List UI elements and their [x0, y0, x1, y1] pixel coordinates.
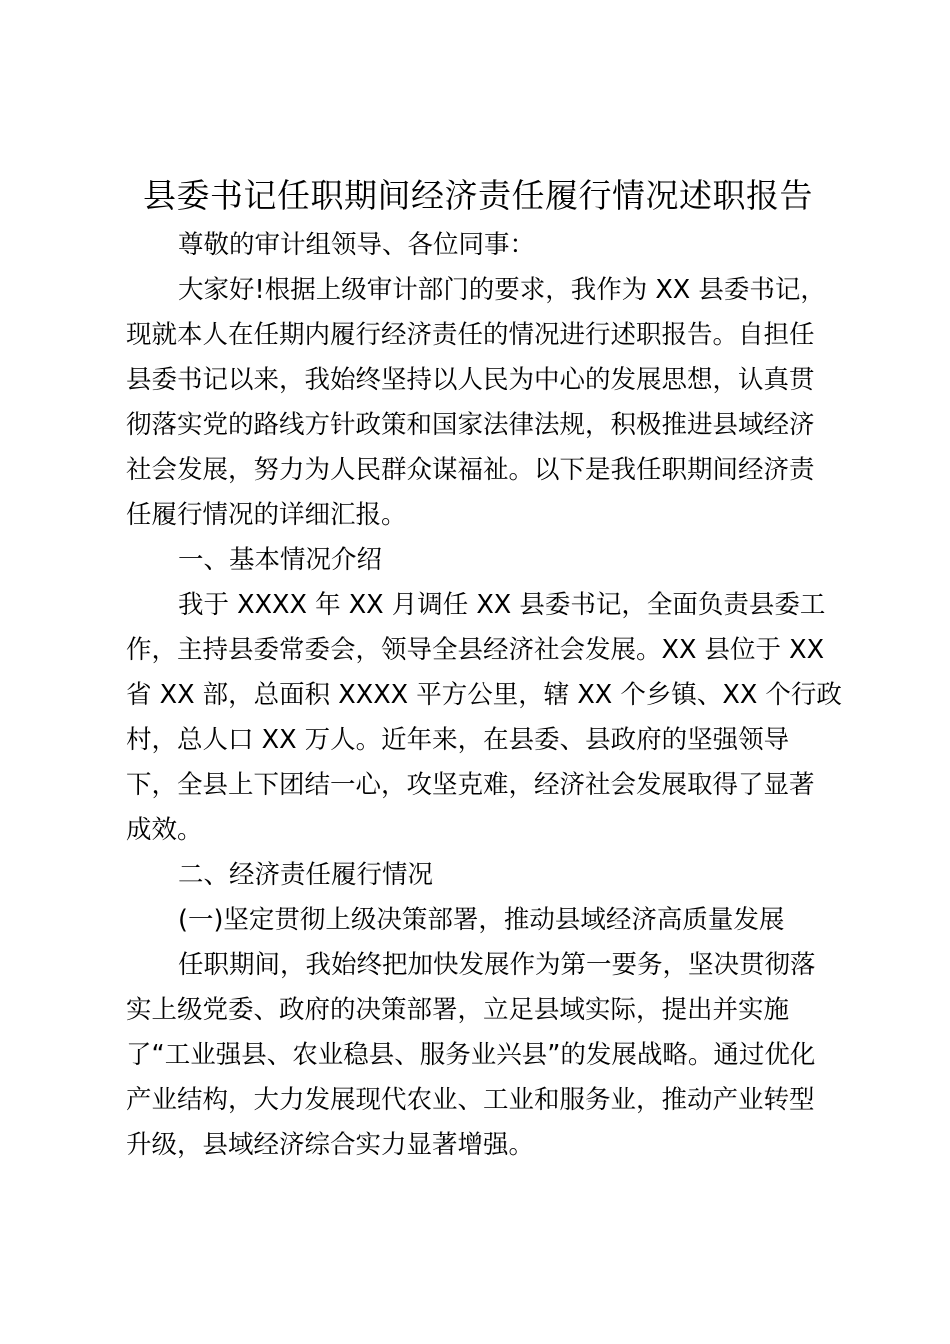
paragraph-line: 任职期间，我始终把加快发展作为第一要务，坚决贯彻落 [178, 950, 816, 980]
section-heading: 一、基本情况介绍 [178, 545, 383, 575]
section-heading: 二、经济责任履行情况 [178, 860, 434, 890]
paragraph-line: 我于 XXXX 年 XX 月调任 XX 县委书记，全面负责县委工 [178, 590, 826, 620]
paragraph-line: 升级，县域经济综合实力显著增强。 [126, 1130, 535, 1160]
paragraph-line: 省 XX 部，总面积 XXXX 平方公里，辖 XX 个乡镇、XX 个行政 [126, 680, 842, 710]
paragraph-line: 村，总人口 XX 万人。近年来，在县委、县政府的坚强领导 [126, 725, 790, 755]
paragraph-line: 现就本人在任期内履行经济责任的情况进行述职报告。自担任 [126, 320, 815, 350]
paragraph-line: 任履行情况的详细汇报。 [126, 500, 407, 530]
paragraph-line: 实上级党委、政府的决策部署，立足县域实际，提出并实施 [126, 995, 790, 1025]
paragraph-line: 大家好!根据上级审计部门的要求，我作为 XX 县委书记， [178, 275, 826, 305]
paragraph-line: 彻落实党的路线方针政策和国家法律法规，积极推进县域经济 [126, 410, 815, 440]
paragraph-line: 了“工业强县、农业稳县、服务业兴县”的发展战略。通过优化 [126, 1040, 816, 1070]
paragraph-line: 社会发展，努力为人民群众谋福祉。以下是我任职期间经济责 [126, 455, 815, 485]
paragraph-line: 作，主持县委常委会，领导全县经济社会发展。XX 县位于 XX [126, 635, 825, 665]
subsection-heading: (一)坚定贯彻上级决策部署，推动县域经济高质量发展 [178, 905, 785, 935]
document-title: 县委书记任职期间经济责任履行情况述职报告 [143, 176, 813, 215]
paragraph-line: 下，全县上下团结一心，攻坚克难，经济社会发展取得了显著 [126, 770, 815, 800]
salutation: 尊敬的审计组领导、各位同事： [178, 230, 536, 260]
paragraph-line: 产业结构，大力发展现代农业、工业和服务业，推动产业转型 [126, 1085, 815, 1115]
paragraph-line: 县委书记以来，我始终坚持以人民为中心的发展思想，认真贯 [126, 365, 815, 395]
paragraph-line: 成效。 [126, 815, 203, 845]
